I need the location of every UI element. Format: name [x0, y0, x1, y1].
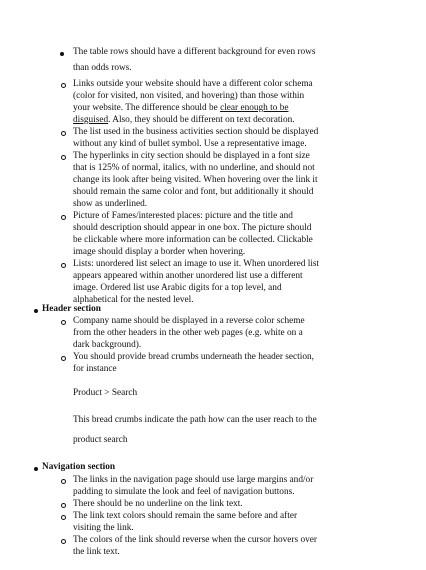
- list-item-line: The list used in the business activities section should be displayed: [73, 127, 319, 137]
- open-circle-bullet-icon: [61, 515, 66, 520]
- list-item-line: that is 125% of normal, italics, with no underline, and should not: [73, 163, 315, 173]
- list-item-line: than odds rows.: [73, 63, 132, 73]
- open-circle-bullet-icon: [61, 479, 66, 484]
- list-item-line: alphabetical for the nested level.: [73, 295, 194, 305]
- list-item-line: the link text.: [73, 547, 120, 557]
- list-item-line: image. Ordered list use Arabic digits for a top level, and: [73, 283, 282, 293]
- section-heading-navigation: Navigation section: [42, 462, 116, 472]
- open-circle-bullet-icon: [61, 215, 66, 220]
- filled-bullet-icon: [34, 467, 38, 471]
- list-item-line: dark background).: [73, 340, 142, 350]
- list-item-line: The link text colors should remain the same before and after: [73, 511, 298, 521]
- list-item-line: Company name should be displayed in a reverse color scheme: [73, 316, 305, 326]
- open-circle-bullet-icon: [61, 539, 66, 544]
- list-item-line: The colors of the link should reverse when the cursor hovers over: [73, 535, 317, 545]
- list-item-line: show as underlined.: [73, 199, 148, 209]
- list-item-line: from the other headers in the other web pages (e.g. white on a: [73, 328, 303, 338]
- text-run: . Also, they should be different on text decoration.: [108, 115, 295, 125]
- list-item-line: The hyperlinks in city section should be displayed in a font size: [73, 151, 310, 161]
- section-heading-header: Header section: [42, 304, 101, 314]
- open-circle-bullet-icon: [61, 320, 66, 325]
- list-item-line: [73, 102, 288, 114]
- open-circle-bullet-icon: [61, 83, 66, 88]
- list-item-line: image should display a border when hovering.: [73, 247, 246, 257]
- underlined-text: clear enough to be: [220, 103, 289, 113]
- text-run: your website. The difference should be: [73, 103, 221, 113]
- underlined-text: disguised: [73, 115, 109, 125]
- list-item-line: There should be no underline on the link text.: [73, 499, 243, 509]
- open-circle-bullet-icon: [61, 356, 66, 361]
- list-item-line: be clickable where more information can be collected. Clickable: [73, 235, 313, 245]
- breadcrumb-example: Product > Search: [73, 388, 138, 398]
- list-item-line: The links in the navigation page should use large margins and/or: [73, 475, 314, 485]
- list-item-line: [73, 114, 295, 126]
- list-item-line: without any kind of bullet symbol. Use a representative image.: [73, 139, 307, 149]
- list-item-line: should remain the same color and font, but additionally it should: [73, 187, 314, 197]
- open-circle-bullet-icon: [61, 263, 66, 268]
- explanation-line: product search: [73, 435, 128, 445]
- open-circle-bullet-icon: [61, 131, 66, 136]
- list-item-line: (color for visited, non visited, and hovering) than those within: [73, 91, 305, 101]
- open-circle-bullet-icon: [61, 155, 66, 160]
- list-item-line: Picture of Fames/interested places: picture and the title and: [73, 211, 293, 221]
- list-item-line: You should provide bread crumbs underneath the header section,: [73, 352, 314, 362]
- list-item-line: change its look after being visited. When hovering over the link it: [73, 175, 318, 185]
- list-item-line: Links outside your website should have a different color schema: [73, 79, 313, 89]
- list-item-line: The table rows should have a different background for even rows: [73, 47, 316, 57]
- explanation-line: This bread crumbs indicate the path how can the user reach to the: [73, 415, 317, 425]
- list-item-line: should description should appear in one box. The picture should: [73, 223, 312, 233]
- filled-bullet-icon: [34, 309, 38, 313]
- filled-bullet-icon: [60, 52, 64, 56]
- open-circle-bullet-icon: [61, 503, 66, 508]
- list-item-line: for instance: [73, 364, 117, 374]
- list-item-line: padding to simulate the look and feel of navigation buttons.: [73, 487, 295, 497]
- list-item-line: appears appeared within another unordered list use a different: [73, 271, 303, 281]
- list-item-line: Lists: unordered list select an image to use it. When unordered list: [73, 259, 320, 269]
- list-item-line: visiting the link.: [73, 523, 134, 533]
